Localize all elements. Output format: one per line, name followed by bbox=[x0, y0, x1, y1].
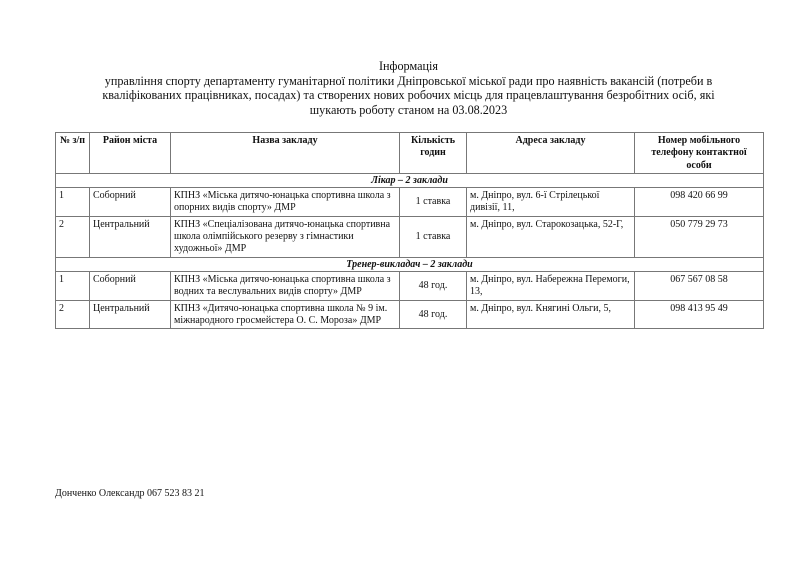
section-title: Тренер-викладач – 2 заклади bbox=[56, 257, 764, 271]
section-row-doctor bbox=[56, 173, 764, 187]
heading-line-4: шукають роботу станом на 03.08.2023 bbox=[309, 102, 508, 117]
cell-institution: КПНЗ «Міська дитячо-юнацька спортивна школа з водних та веслувальних видів спорту» ДМР bbox=[171, 271, 400, 300]
cell-address: м. Дніпро, вул. Княгині Ольги, 5, bbox=[467, 300, 635, 329]
header-phone: Номер мобільного телефону контактної особи bbox=[635, 133, 764, 174]
cell-address: м. Дніпро, вул. 6-ї Стрілецької дивізії, 11, bbox=[467, 188, 635, 217]
cell-number: 2 bbox=[56, 216, 90, 257]
cell-hours: 1 ставка bbox=[400, 188, 467, 217]
header-number: № з/п bbox=[56, 133, 90, 174]
cell-district: Центральний bbox=[90, 300, 171, 329]
cell-hours: 48 год. bbox=[400, 300, 467, 329]
cell-phone: 098 413 95 49 bbox=[635, 300, 764, 329]
cell-phone: 050 779 29 73 bbox=[635, 216, 764, 257]
cell-address: м. Дніпро, вул. Набережна Перемоги, 13, bbox=[467, 271, 635, 300]
cell-number: 1 bbox=[56, 271, 90, 300]
header-address: Адреса закладу bbox=[467, 133, 635, 174]
cell-district: Соборний bbox=[90, 188, 171, 217]
heading-title: Інформація bbox=[378, 59, 439, 73]
table-header-row bbox=[56, 133, 764, 174]
cell-address: м. Дніпро, вул. Старокозацька, 52-Г, bbox=[467, 216, 635, 257]
heading-line-2: управління спорту департаменту гуманітарної політики Дніпровської міської ради про наявність вакансій (потреби в bbox=[104, 73, 713, 88]
section-title: Лікар – 2 заклади bbox=[56, 173, 764, 187]
cell-institution: КПНЗ «Міська дитячо-юнацька спортивна школа з опорних видів спорту» ДМР bbox=[171, 188, 400, 217]
table-row bbox=[56, 188, 764, 217]
section-row-coach bbox=[56, 257, 764, 271]
cell-district: Соборний bbox=[90, 271, 171, 300]
cell-institution: КПНЗ «Спеціалізована дитячо-юнацька спортивна школа олімпійського резерву з гімнастики художньої» ДМР bbox=[171, 216, 400, 257]
header-hours: Кількість годин bbox=[400, 133, 467, 174]
heading-line-3: кваліфікованих працівниках, посадах) та створених нових робочих місць для працевлаштування безробітних осіб, які bbox=[102, 88, 715, 103]
cell-hours: 48 год. bbox=[400, 271, 467, 300]
cell-number: 1 bbox=[56, 188, 90, 217]
document-heading bbox=[55, 59, 762, 117]
header-institution: Назва закладу bbox=[171, 133, 400, 174]
cell-number: 2 bbox=[56, 300, 90, 329]
cell-phone: 098 420 66 99 bbox=[635, 188, 764, 217]
cell-institution: КПНЗ «Дитячо-юнацька спортивна школа № 9 ім. міжнародного гросмейстера О. С. Мороза» ДМР bbox=[171, 300, 400, 329]
cell-phone: 067 567 08 58 bbox=[635, 271, 764, 300]
table-row bbox=[56, 300, 764, 329]
contact-footer: Донченко Олександр 067 523 83 21 bbox=[55, 488, 205, 499]
table-row bbox=[56, 216, 764, 257]
cell-district: Центральний bbox=[90, 216, 171, 257]
cell-hours: 1 ставка bbox=[400, 216, 467, 257]
table-row bbox=[56, 271, 764, 300]
header-district: Район міста bbox=[90, 133, 171, 174]
vacancies-table bbox=[55, 132, 764, 329]
